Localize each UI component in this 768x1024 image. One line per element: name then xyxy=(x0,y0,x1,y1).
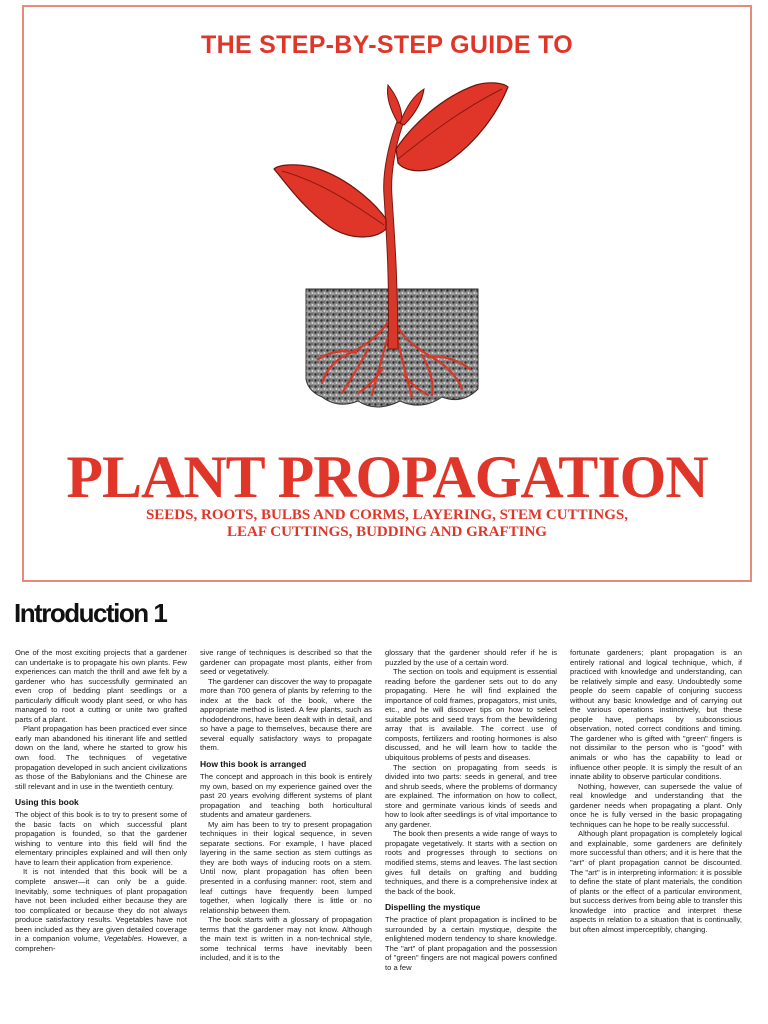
paragraph: The section on propagating from seeds is divided into two parts: seeds in general, and tree and shrub seeds, where the problems of dormancy are explained. The information on how to collect, store and germinate various kinds of seeds and how to look after seedlings is of vital importance to any gardener. xyxy=(385,762,557,829)
paragraph-text: However, a comprehen- xyxy=(15,934,187,953)
section-heading-how-arranged: How this book is arranged xyxy=(200,759,307,770)
paragraph: Nothing, however, can supersede the value of real knowledge and understanding that the gardener needs when propagating a plant. Only once he is fully versed in the basic propagating techniques can he hope to be really successful. xyxy=(570,781,742,829)
paragraph: sive range of techniques is described so that the gardener can propagate most plants, either from seed or vegetatively. xyxy=(200,648,372,677)
paragraph: One of the most exciting projects that a gardener can undertake is to propagate his own plants. Few experiences can match the thrill and awe felt by a gardener who has successfully germinated an even crop of bedding plant seedlings or a particularly difficult woody plant seed, or who has managed to root a cutting or unite two grafted parts of a plant. xyxy=(15,648,187,724)
paragraph xyxy=(15,867,187,953)
paragraph: The gardener can discover the way to propagate more than 700 genera of plants by referring to the index at the back of the book, where the appropriate method is listed. A few plants, such as rhododendrons, have been dealt with in detail, and so have a page to themselves, because there are several equally satisfactory ways to propagate them. xyxy=(200,676,372,753)
text-column-1 xyxy=(15,648,187,953)
section-heading-dispelling-mystique: Dispelling the mystique xyxy=(385,902,481,913)
cover-subtitle-line-1: SEEDS, ROOTS, BULBS AND CORMS, LAYERING, STEM CUTTINGS, xyxy=(145,507,629,523)
paragraph: The book then presents a wide range of ways to propagate vegetatively. It starts with a section on roots and progresses through to sections on modified stems, stems and leaves. The last section gives full details on grafting and budding techniques, and there is a comprehensive index at the back of the book. xyxy=(385,829,557,896)
paragraph: The object of this book is to try to present some of the basic facts on which successful plant propagation is founded, so that the gardener wishing to venture into this field will find the elementary principles explained and will then only have to learn their application from experience. xyxy=(15,810,187,867)
paragraph: The concept and approach in this book is entirely my own, based on my experience gained over the past 20 years evolving different systems of plant propagation and teaching both horticultural students and amateur gardeners. xyxy=(200,772,372,820)
paragraph: The section on tools and equipment is essential reading before the gardener sets out to do any propagating. Here he will find explained the importance of cold frames, propagators, mist units, etc., and he will discover tips on how to select suitable pots and seed trays from the bewildering array that is available. The correct use of composts, fertilizers and rooting hormones is also discussed, and he will learn how to tackle the ubiquitous problems of pests and diseases. xyxy=(385,667,557,763)
cover-title: PLANT PROPAGATION xyxy=(66,444,708,510)
paragraph: My aim has been to try to present propagation techniques in their logical sequence, in seven separate sections. For example, I have placed layering in the same section as stem cuttings as they are both ways of inducing roots on a stem. Until now, plant propagation has often been presented in a confusing manner: root, stem and leaf cuttings have frequently been lumped together, when logically there is little or no relationship between them. xyxy=(200,819,372,915)
text-column-2 xyxy=(200,648,372,963)
paragraph: Although plant propagation is completely logical and explainable, some gardeners are definitely more successful than others; and it is here that the "art" of plant propagation cannot be discounted. The "art" is in interpreting information: it is possible to define the state of plant materials, the condition of plants or the effect of a particular environment, but success derives from being able to transfer this knowledge into practice and interpret these aspects in relation to a situation that is continually, but often almost imperceptibly, changing. xyxy=(570,829,742,934)
left-leaf xyxy=(274,165,386,237)
paragraph: Plant propagation has been practiced ever since early man abandoned his itinerant life and settled down on the land, where he started to grow his own food. The techniques of vegetative propagation developed in such ancient civilizations as those of the Babylonians and the Chinese are still relevant and in use in the twentieth century. xyxy=(15,724,187,791)
cover-panel xyxy=(22,5,752,582)
bud-leaf-left xyxy=(387,85,402,123)
cover-subtitle xyxy=(24,507,750,541)
text-column-4 xyxy=(570,648,742,934)
cover-kicker: THE STEP-BY-STEP GUIDE TO xyxy=(201,31,573,59)
text-column-3 xyxy=(385,648,557,973)
paragraph: The practice of plant propagation is inclined to be surrounded by a certain mystique, despite the enlightened modern tendency to share knowledge. The "art" of plant propagation and the possession of "green" fingers are not magical powers confined to a few xyxy=(385,915,557,972)
paragraph: The book starts with a glossary of propagation terms that the gardener may not know. Although the main text is written in a non-technical style, some technical terms have inevitably been included, and it is to the xyxy=(200,915,372,963)
plant-illustration-svg xyxy=(272,79,512,439)
right-leaf xyxy=(396,83,508,171)
paragraph: fortunate gardeners; plant propagation is an entirely rational and logical technique, which, if practiced with knowledge and understanding, can be relatively simple and easy. Undoubtedly some people do seem capable of conjuring success without any basic knowledge and of carrying out the various operations instinctively, but these people have, perhaps by subconscious observation, noted correct conditions and timing. The gardener who is gifted with "green" fingers is not dissimilar to the person who is "good" with animals or who has the capability to lead or influence other people. It is simply the result of an innate ability to observe particular conditions. xyxy=(570,648,742,782)
paragraph: glossary that the gardener should refer if he is puzzled by the use of a certain word. xyxy=(385,648,557,667)
plant-seedling-in-soil-icon xyxy=(272,79,512,439)
paragraph-text: It is not intended that this book will be a complete answer—it can only be a guide. Inevitably, some techniques of plant propagation have not been included either because they are too complicated or because they do not always produce satisfactory results. Vegetables have not been included as they are given detailed coverage in a companion volume, xyxy=(15,867,187,944)
section-heading-using-this-book: Using this book xyxy=(15,797,79,808)
book-title-vegetables: Vegetables. xyxy=(103,934,144,944)
introduction-heading: Introduction 1 xyxy=(14,598,167,628)
cover-subtitle-line-2: LEAF CUTTINGS, BUDDING AND GRAFTING xyxy=(227,524,547,540)
